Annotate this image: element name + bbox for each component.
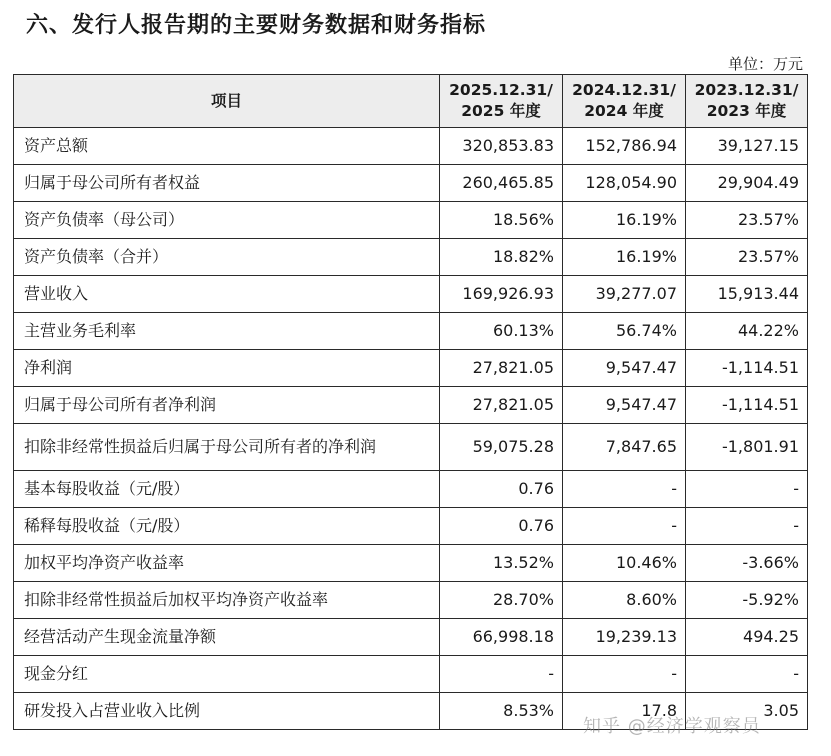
table-row (14, 471, 808, 508)
table-header (14, 75, 808, 128)
row-label: 资产总额 (14, 128, 440, 165)
header-item-label: 项目 (210, 91, 242, 110)
row-value: 9,547.47 (563, 350, 686, 387)
header-row (14, 75, 808, 128)
table-row (14, 202, 808, 239)
table-row (14, 313, 808, 350)
row-value: 39,277.07 (563, 276, 686, 313)
row-value: 27,821.05 (440, 387, 563, 424)
table-row (14, 387, 808, 424)
row-value: 16.19% (563, 202, 686, 239)
row-value: 66,998.18 (440, 619, 563, 656)
row-value: 260,465.85 (440, 165, 563, 202)
row-value: 19,239.13 (563, 619, 686, 656)
row-value: 28.70% (440, 582, 563, 619)
row-value: - (563, 508, 686, 545)
row-label: 现金分红 (14, 656, 440, 693)
financial-data-table (13, 74, 808, 730)
zhihu-watermark: 知乎 @经济学观察员 (583, 716, 761, 737)
row-label: 主营业务毛利率 (14, 313, 440, 350)
row-label: 归属于母公司所有者权益 (14, 165, 440, 202)
row-value: 169,926.93 (440, 276, 563, 313)
row-value: 56.74% (563, 313, 686, 350)
table-row (14, 508, 808, 545)
table-body (14, 128, 808, 730)
table-row (14, 239, 808, 276)
table-row (14, 656, 808, 693)
row-value: 44.22% (686, 313, 808, 350)
row-label: 资产负债率（母公司） (14, 202, 440, 239)
row-value: 60.13% (440, 313, 563, 350)
table-row (14, 619, 808, 656)
header-2024-year: 2024 年度 (584, 102, 664, 120)
row-value: 18.82% (440, 239, 563, 276)
row-label: 净利润 (14, 350, 440, 387)
row-value: 7,847.65 (563, 424, 686, 471)
row-value: 152,786.94 (563, 128, 686, 165)
header-2023-year: 2023 年度 (706, 102, 787, 120)
row-value: 15,913.44 (686, 276, 808, 313)
row-label: 研发投入占营业收入比例 (14, 693, 440, 730)
row-value: 23.57% (686, 239, 808, 276)
row-label: 归属于母公司所有者净利润 (14, 387, 440, 424)
row-value: -3.66% (686, 545, 808, 582)
row-value: - (440, 656, 563, 693)
header-2024-date: 2024.12.31/ (572, 81, 676, 99)
table-row (14, 276, 808, 313)
row-label: 经营活动产生现金流量净额 (14, 619, 440, 656)
row-value: 320,853.83 (440, 128, 563, 165)
table-row (14, 582, 808, 619)
row-value: 16.19% (563, 239, 686, 276)
table-row (14, 128, 808, 165)
row-value: 13.52% (440, 545, 563, 582)
row-value: 23.57% (686, 202, 808, 239)
table-row (14, 545, 808, 582)
row-value: -1,801.91 (686, 424, 808, 471)
row-value: - (686, 656, 808, 693)
row-value: -5.92% (686, 582, 808, 619)
header-2025 (440, 75, 563, 128)
table-row (14, 424, 808, 471)
row-value: 8.53% (440, 693, 563, 730)
row-value: 3.05 (686, 693, 808, 730)
row-label: 稀释每股收益（元/股） (14, 508, 440, 545)
header-2025-date: 2025.12.31/ (449, 81, 553, 99)
row-label: 营业收入 (14, 276, 440, 313)
row-value: 9,547.47 (563, 387, 686, 424)
row-value: - (686, 471, 808, 508)
row-value: 27,821.05 (440, 350, 563, 387)
section-title: 六、发行人报告期的主要财务数据和财务指标 (26, 13, 487, 38)
row-label: 加权平均净资产收益率 (14, 545, 440, 582)
row-value: 8.60% (563, 582, 686, 619)
header-2023 (686, 75, 808, 128)
row-value: 128,054.90 (563, 165, 686, 202)
row-value: 17.8 (563, 693, 686, 730)
row-label: 扣除非经常性损益后加权平均净资产收益率 (14, 582, 440, 619)
row-value: 494.25 (686, 619, 808, 656)
row-value: 10.46% (563, 545, 686, 582)
header-2024 (563, 75, 686, 128)
row-label: 基本每股收益（元/股） (14, 471, 440, 508)
table-row (14, 350, 808, 387)
row-value: 18.56% (440, 202, 563, 239)
table-row (14, 165, 808, 202)
header-2023-date: 2023.12.31/ (694, 81, 799, 99)
unit-label: 单位：万元 (727, 55, 803, 73)
row-value: 59,075.28 (440, 424, 563, 471)
row-value: -1,114.51 (686, 350, 808, 387)
row-value: 0.76 (440, 508, 563, 545)
row-label: 扣除非经常性损益后归属于母公司所有者的净利润 (14, 424, 440, 471)
header-2025-year: 2025 年度 (461, 102, 541, 120)
row-value: - (563, 471, 686, 508)
header-item (14, 75, 440, 128)
row-value: -1,114.51 (686, 387, 808, 424)
row-value: 0.76 (440, 471, 563, 508)
row-value: 39,127.15 (686, 128, 808, 165)
row-value: 29,904.49 (686, 165, 808, 202)
row-label: 资产负债率（合并） (14, 239, 440, 276)
row-value: - (686, 508, 808, 545)
row-value: - (563, 656, 686, 693)
